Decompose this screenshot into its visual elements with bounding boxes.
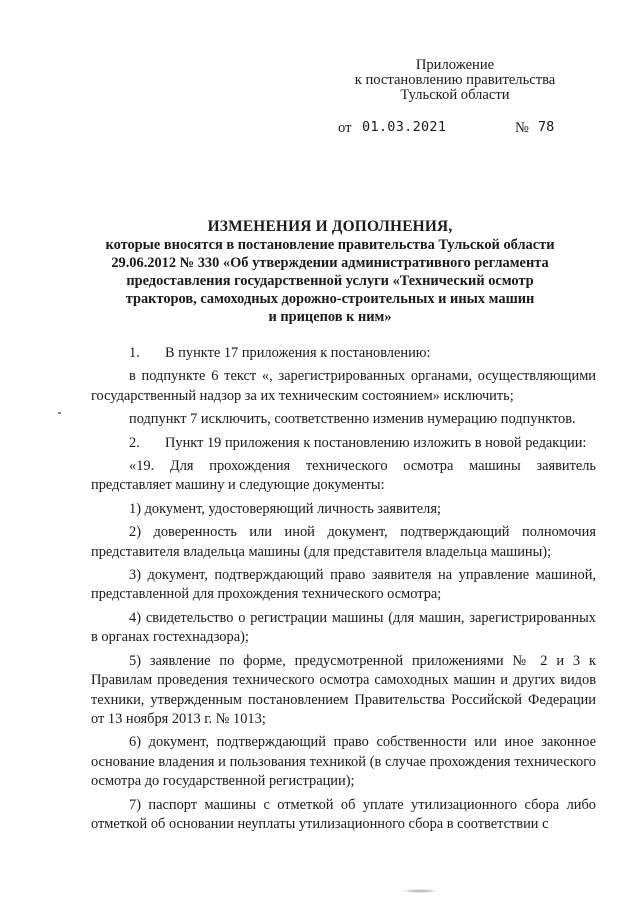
number-prefix: №: [515, 120, 529, 136]
paragraph: подпункт 7 исключить, соответственно изменив нумерацию подпунктов.: [129, 411, 576, 428]
title-line-2: которые вносятся в постановление правительства Тульской области: [105, 237, 555, 253]
appendix-header: [330, 58, 580, 103]
title-line-4: предоставления государственной услуги «Технический осмотр: [126, 273, 534, 289]
title-line-3: 29.06.2012 № 330 «Об утверждении административного регламента: [111, 255, 549, 271]
paragraph: в подпункте 6 текст «, зарегистрированных органами, осуществляющими государственный надзор за их техническим состоянием» исключить;: [91, 368, 596, 404]
scan-dot: [58, 412, 61, 414]
paragraph: 6) документ, подтверждающий право собственности или иное законное основание владения и пользования техникой (в случае прохождения технического осмотра до государственной регистрации);: [91, 734, 596, 790]
title-line-5: тракторов, самоходных дорожно-строительных и иных машин: [125, 291, 535, 307]
document-body: [91, 344, 596, 834]
paragraph: 5) заявление по форме, предусмотренной приложениями № 2 и 3 к Правилам проведения технического осмотра самоходных машин и других видов техники, утвержденным постановлением Правительства Российской Федерации от 13 ноября 2013 г. № 1013;: [91, 652, 596, 727]
appendix-line-3: Тульской области: [400, 87, 510, 103]
appendix-line-2: к постановлению правительства: [354, 72, 556, 88]
paragraph-item-2: 2. Пункт 19 приложения к постановлению изложить в новой редакции:: [129, 434, 587, 451]
date-value: 01.03.2021: [362, 119, 447, 135]
paragraph: «19. Для прохождения технического осмотра машины заявитель представляет машину и следующие документы:: [91, 458, 596, 494]
appendix-line-1: Приложение: [415, 57, 495, 73]
date-number-row: [338, 118, 558, 136]
paragraph-item-1: 1. В пункте 17 приложения к постановлению:: [129, 345, 431, 361]
paragraph: 2) доверенность или иной документ, подтверждающий полномочия представителя владельца машины (для представителя владельца машины);: [91, 524, 596, 560]
date-prefix: от: [338, 120, 352, 136]
paragraph: 4) свидетельство о регистрации машины (для машин, зарегистрированных в органах гостехнадзора);: [91, 609, 596, 646]
number-value: 78: [538, 119, 555, 135]
paragraph: 1) документ, удостоверяющий личность заявителя;: [129, 500, 441, 517]
title-line-6: и прицепов к ним»: [268, 309, 392, 325]
title-line-1: ИЗМЕНЕНИЯ И ДОПОЛНЕНИЯ,: [207, 218, 453, 235]
paragraph: 3) документ, подтверждающий право заявителя на управление машиной, представленной для прохождения технического осмотра;: [91, 567, 596, 603]
scan-smudge: [402, 889, 438, 893]
paragraph: 7) паспорт машины с отметкой об уплате утилизационного сбора либо отметкой об основании неуплаты утилизационного сбора в соответствии с: [91, 796, 596, 832]
document-title: [80, 218, 580, 326]
